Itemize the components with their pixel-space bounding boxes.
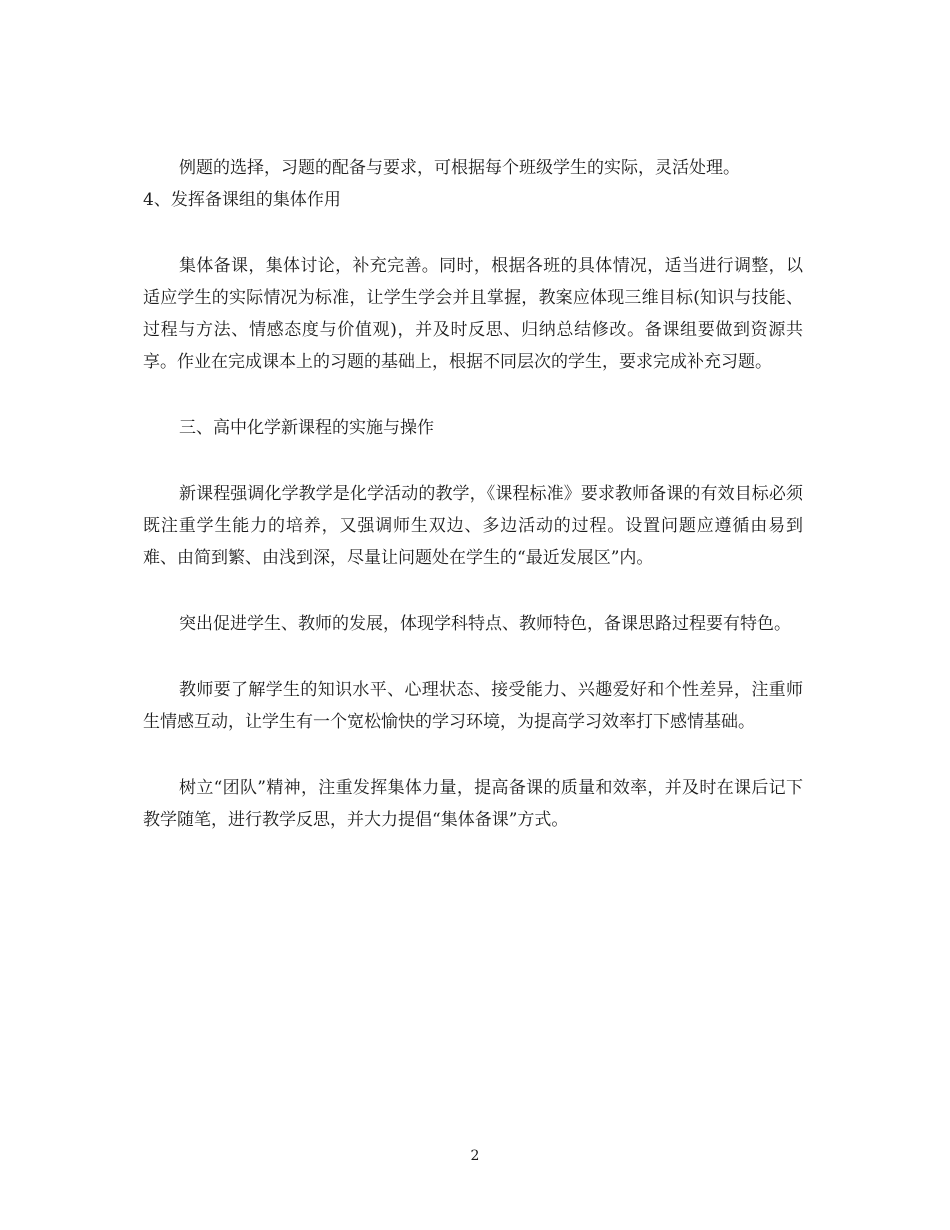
paragraph-exercise-selection: 例题的选择，习题的配备与要求，可根据每个班级学生的实际，灵活处理。 [179,158,740,178]
section-heading-4: 4、发挥备课组的集体作用 [143,190,341,210]
paragraph-understand-students: 教师要了解学生的知识水平、心理状态、接受能力、兴趣爱好和个性差异，注重师生情感互动，让学生有一个宽松愉快的学习环境，为提高学习效率打下感情基础。 [143,680,803,732]
page-body [143,152,803,870]
paragraph-development: 突出促进学生、教师的发展，体现学科特点、教师特色，备课思路过程要有特色。 [179,614,791,634]
section-heading-3: 三、高中化学新课程的实施与操作 [179,418,434,438]
page-number: 2 [470,1148,480,1164]
paragraph-collective-preparation: 集体备课，集体讨论，补充完善。同时，根据各班的具体情况，适当进行调整，以适应学生的实际情况为标准，让学生学会并且掌握，教案应体现三维目标(知识与技能、过程与方法、情感态度与价值观)，并及时反思、归纳总结修改。备课组要做到资源共享。作业在完成课本上的习题的基础上，根据不同层次的学生，要求完成补充习题。 [143,256,803,372]
paragraph-new-curriculum: 新课程强调化学教学是化学活动的教学，《课程标准》要求教师备课的有效目标必须既注重学生能力的培养，又强调师生双边、多边活动的过程。设置问题应遵循由易到难、由简到繁、由浅到深，尽量让问题处在学生的“最近发展区”内。 [143,484,803,568]
paragraph-team-spirit: 树立“团队”精神，注重发挥集体力量，提高备课的质量和效率，并及时在课后记下教学随笔，进行教学反思，并大力提倡“集体备课”方式。 [143,778,803,830]
